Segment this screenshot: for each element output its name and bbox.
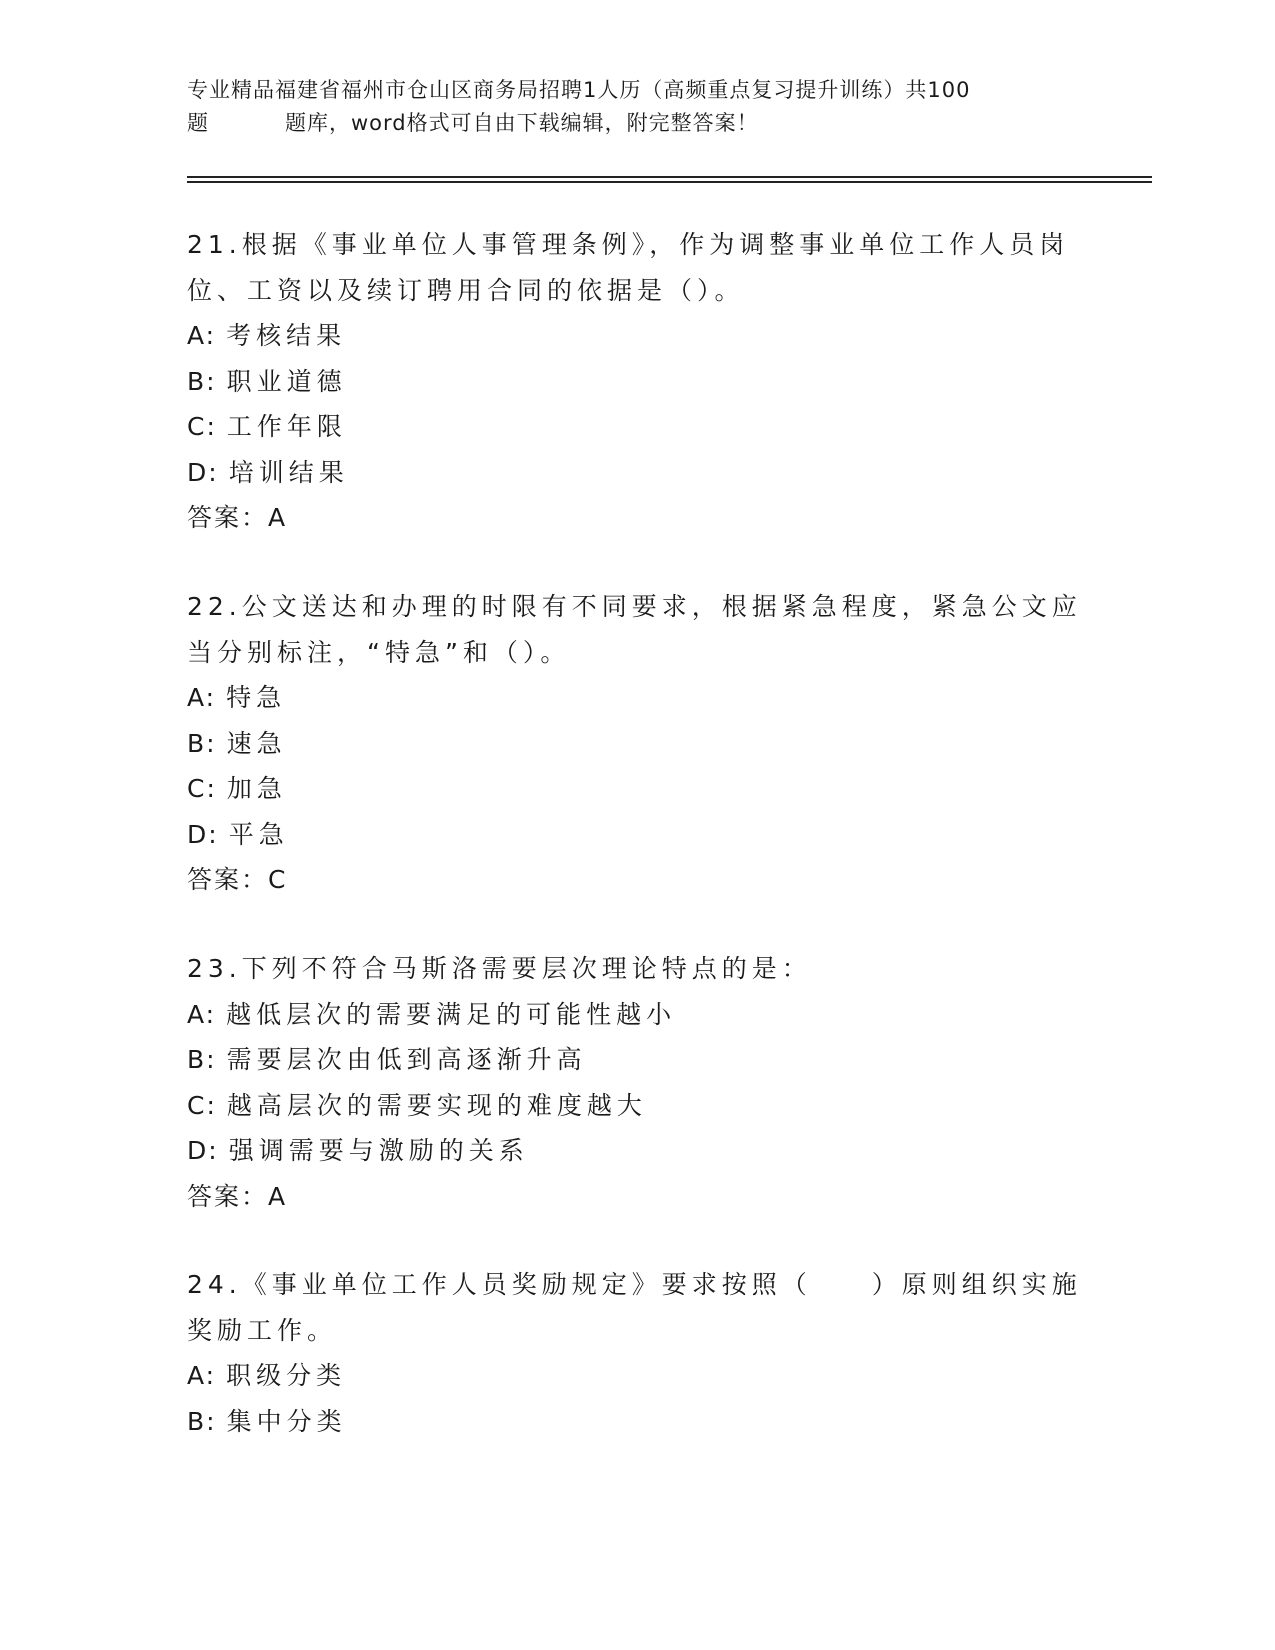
option-c: C: 越高层次的需要实现的难度越大 xyxy=(187,1090,647,1120)
option-c: C: 工作年限 xyxy=(187,412,347,441)
option-b: B: 需要层次由低到高逐渐升高 xyxy=(187,1045,587,1074)
option-a: A: 越低层次的需要满足的可能性越小 xyxy=(187,999,677,1029)
header-line-2 xyxy=(187,107,1087,140)
option-d: D: 强调需要与激励的关系 xyxy=(187,1136,529,1165)
question-24 xyxy=(187,1262,1087,1444)
header-line-2-right: 题库，word格式可自由下载编辑，附完整答案！ xyxy=(285,111,759,135)
header-line-2-left: 题 xyxy=(187,111,209,135)
question-stem: 22.公文送达和办理的时限有不同要求，根据紧急程度，紧急公文应当分别标注，“特急”和（）。 xyxy=(187,592,1082,667)
option-a: A: 特急 xyxy=(187,683,287,712)
option-d: D: 培训结果 xyxy=(187,457,349,487)
question-stem: 21.根据《事业单位人事管理条例》，作为调整事业单位工作人员岗位、工资以及续订聘用合同的依据是（）。 xyxy=(187,230,1070,305)
answer: 答案：A xyxy=(187,503,288,532)
question-23 xyxy=(187,946,1087,1219)
option-a: A: 职级分类 xyxy=(187,1361,347,1390)
question-stem: 24.《事业单位工作人员奖励规定》要求按照（ ）原则组织实施奖励工作。 xyxy=(187,1270,1082,1345)
answer: 答案：A xyxy=(187,1181,288,1211)
option-d: D: 平急 xyxy=(187,819,289,849)
option-b: B: 职业道德 xyxy=(187,366,347,396)
header-divider-top xyxy=(187,176,1152,178)
answer: 答案：C xyxy=(187,865,288,894)
option-c: C: 加急 xyxy=(187,774,287,803)
question-21 xyxy=(187,222,1087,541)
question-22 xyxy=(187,584,1087,903)
header-divider-bottom xyxy=(187,181,1152,183)
option-a: A: 考核结果 xyxy=(187,321,347,350)
option-b: B: 速急 xyxy=(187,728,287,758)
question-stem: 23.下列不符合马斯洛需要层次理论特点的是： xyxy=(187,954,812,983)
option-b: B: 集中分类 xyxy=(187,1406,347,1436)
document-header xyxy=(187,74,1087,140)
header-line-1: 专业精品福建省福州市仓山区商务局招聘1人历（高频重点复习提升训练）共100 xyxy=(187,78,971,102)
